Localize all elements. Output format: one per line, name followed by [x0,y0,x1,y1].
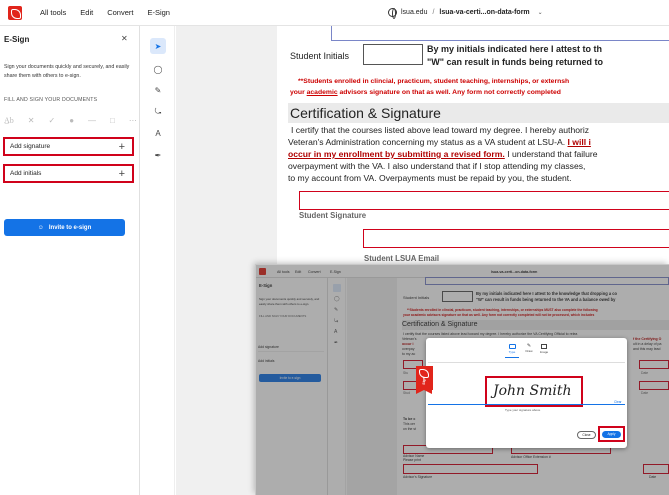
plus-icon: + [118,140,125,153]
mini-attest-line-1: By my initials indicated here I attest to the knowledge that dropping a co [476,291,618,296]
invite-to-esign-button[interactable] [4,219,125,236]
mini-please-print: Please print [403,458,421,462]
warning-line-2: your academic advisors signature on that as well. Any form not correctly completed [290,89,561,96]
mini-pen-icon: ✎ [334,307,339,313]
mini-panel-title: E-Sign [259,283,273,288]
mini-advisor-name: Advisor Name [403,454,425,458]
globe-icon [388,8,397,17]
mini-stu-2: Stud [403,391,410,395]
text-box-icon[interactable]: A [155,128,161,138]
add-signature-button[interactable] [3,137,134,156]
text-tool-icon[interactable]: A̲b [4,116,14,125]
mini-menu-edit: Edit [295,270,302,274]
tab-image-label: Image [539,350,549,354]
top-bar [0,0,669,26]
modal-tab-draw[interactable] [522,343,536,358]
close-icon[interactable]: ✕ [121,34,128,43]
panel-title: E-Sign [4,35,30,44]
mini-text-icon: A [334,329,338,335]
tab-type-label: Type [508,350,516,354]
mini-menu-convert: Convert [308,270,321,274]
mini-panel-desc: Sign your documents quickly and securely, and easily share them with others to e-sign. [259,297,320,306]
apply-button[interactable]: Apply [602,431,621,438]
mini-doc-occur: occur i [402,342,414,346]
menu-esign[interactable]: E-Sign [147,8,170,17]
dot-icon[interactable]: ● [69,116,75,125]
mini-date-1: Date [641,371,649,375]
keyboard-icon [509,344,516,349]
signature-hint: Type your signature above [505,408,541,412]
mini-doc-right-1: f the Certifying O [633,337,662,341]
more-icon[interactable]: ⋯ [128,116,137,125]
sign-ribbon [416,366,433,390]
mini-stu-1: Stu [403,371,409,375]
esign-panel [0,26,140,495]
mini-doc-over: overpay [402,347,415,351]
mini-lasso-icon: ⤿ [334,318,339,324]
acrobat-logo-icon[interactable] [8,6,22,20]
section-title: Certification & Signature [288,103,669,123]
pen-icon[interactable]: ✎ [154,85,162,95]
mini-on-the: on the st [403,427,417,431]
file-name[interactable]: lsua-va-certi...on-data-form [439,9,530,16]
check-mark-icon[interactable]: ✓ [48,116,56,125]
initials-label: Student Initials [290,51,350,61]
student-email-label: Student LSUA Email [364,254,440,263]
certify-line-1: I certify that the courses listed above lead toward my degree. I hereby authoriz [291,125,590,135]
main-menu [40,8,184,17]
attest-line-1: By my initials indicated here I attest to th [427,44,603,54]
sign-pen-icon[interactable]: ✒ [154,150,162,160]
signature-text-input[interactable] [485,376,583,407]
mini-this-cer: This cer [403,422,416,426]
mini-invite-button: Invite to e-sign [259,374,321,382]
fill-tools-row [4,116,137,125]
certify-line-4: overpayment with the VA. I also understand that if I stop attending my classes, [288,161,586,171]
attest-line-2: "W" can result in funds being returned to [427,57,604,67]
mini-advisor-signature: Advisor's Signature [403,475,433,479]
lasso-icon[interactable]: ⤿ [154,107,162,116]
warning-line-1: **Students enrolled in clincial, practicum, student teaching, internships, or externsh [298,78,570,85]
top-form-field[interactable] [331,26,669,41]
apply-highlight [598,426,625,442]
student-email-field[interactable] [363,229,669,248]
mini-advisor-office: Advisor Office Extension # [511,455,551,459]
mini-doc-line-1: I certify that the courses listed above lead toward my degree. I hereby authorize the VA Certifying Official to relea [403,332,578,336]
signature-modal [422,338,627,448]
modal-tab-type[interactable] [505,343,519,358]
mini-menu-all-tools: All tools [277,270,290,274]
tool-rail [141,26,175,495]
menu-edit[interactable]: Edit [80,8,94,17]
line-icon[interactable]: — [88,116,97,125]
clear-link[interactable]: Clear [614,400,622,404]
mini-initials-label: Student Initials [403,295,430,300]
rectangle-icon[interactable]: □ [110,116,115,125]
mini-date-3: Date [649,475,657,479]
mini-doc-line-2: Veteran's [402,337,417,341]
cross-mark-icon[interactable]: ✕ [27,116,35,125]
signature-baseline [428,404,625,405]
file-path [388,8,543,17]
mini-doc-tomy: to my ac [402,352,416,356]
mini-warning-line-1: **Students enrolled in clincial, practicum, student teaching, internships, or externships MUST also complete the following [407,308,598,312]
menu-all-tools[interactable]: All tools [40,8,67,17]
embedded-screenshot [256,265,669,495]
mini-warning-line-2: your academic advisors signature on that as well. Any form not correctly completed will not be processed, which includes [403,313,595,317]
certify-line-5: to my account from VA. Overpayments must be repaid by you, the student. [288,173,572,183]
mini-comment-icon: ◯ [334,296,340,302]
signature-value: John Smith [493,383,572,399]
menu-convert[interactable]: Convert [107,8,134,17]
initials-input[interactable] [363,44,423,65]
add-signature-label: Add signature [10,143,51,150]
ribbon-tail [416,390,432,394]
sign-ribbon-label: Sign [422,377,426,385]
certify-line-3: occur in my enrollment by submitting a revised form. I understand that failure [288,149,598,159]
mini-to-be: To be c [403,417,416,421]
mini-sign-icon: ✒ [334,340,339,346]
mini-add-signature: Add signature [258,343,324,352]
student-signature-field[interactable] [299,191,669,210]
draw-icon: ✎ [526,343,532,349]
chevron-down-icon[interactable]: ⌄ [537,10,543,16]
close-button[interactable]: Close [577,431,596,439]
section-label: FILL AND SIGN YOUR DOCUMENTS [4,97,98,103]
mini-section-title: Certification & Signature [402,320,669,330]
mini-doc-right-3: and this may lead [633,347,661,351]
invite-label: Invite to e-sign [48,224,92,231]
add-initials-button[interactable] [3,164,134,183]
people-icon: ☺ [37,224,44,231]
student-signature-label: Student Signature [299,211,367,220]
path-separator: / [432,9,435,16]
panel-description: Sign your documents quickly and securely, and easily share them with others to e-sign. [4,64,130,79]
comment-icon[interactable]: ◯ [153,64,163,74]
mini-file-name: lsua-va-certi...on-data-form [491,270,538,274]
modal-divider [428,362,625,363]
mini-doc-right-2: ult in a delay of pa [633,342,662,346]
modal-tab-image[interactable] [537,343,551,358]
mini-add-initials: Add initials [258,359,275,363]
image-icon [541,344,547,349]
select-cursor-icon[interactable]: ➤ [150,38,166,54]
mini-attest-line-2: "W" can result in funds being returned to the VA and a balance owed by [476,297,616,302]
file-domain: lsua.edu [401,9,428,16]
tab-draw-label: Draw [525,349,533,353]
mini-menu-esign: E-Sign [330,270,341,274]
certify-line-2: Veteran's Administration concerning my status as a VA student at LSU-A. I will i [288,137,591,147]
add-initials-label: Add initials [10,170,42,177]
plus-icon: + [118,167,125,180]
mini-panel-section: FILL AND SIGN YOUR DOCUMENTS [259,314,307,318]
mini-date-2: Date [641,391,649,395]
